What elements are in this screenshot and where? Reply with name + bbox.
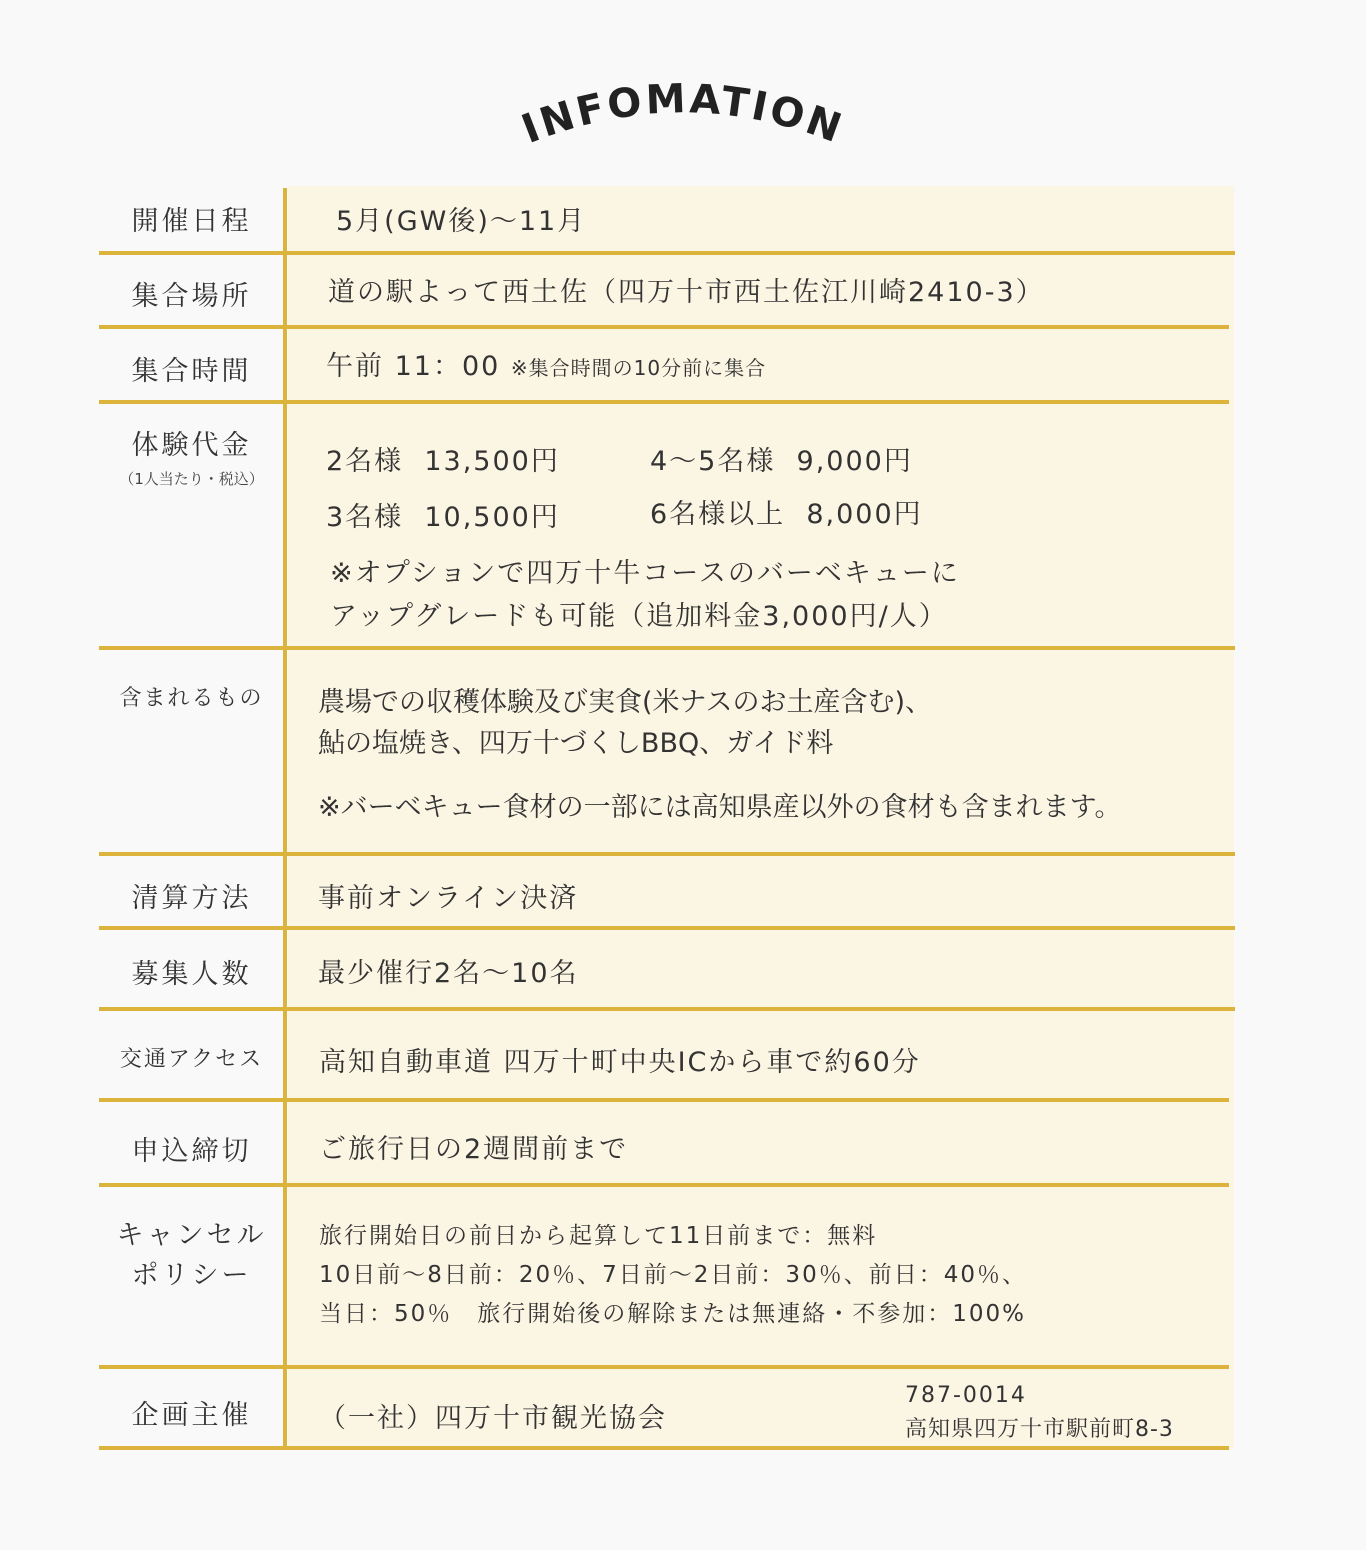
cancel-label: キャンセル [116, 1220, 267, 1251]
fee-option-note: アップグレードも可能（追加料金3,000円/人） [330, 601, 948, 632]
row-divider [99, 1183, 1229, 1187]
price-item [326, 439, 560, 478]
fee-label: 体験代金 [131, 430, 252, 461]
cancel-line: 当日：50％ 旅行開始後の解除または無連絡・不参加：100% [319, 1301, 1027, 1327]
column-divider [283, 188, 287, 1450]
price-amount: 8,000円 [806, 499, 923, 530]
meeting-place-value: 道の駅よって西土佐（四万十市西土佐江川崎2410-3） [328, 277, 1045, 308]
row-divider [99, 1446, 1229, 1450]
meeting-time: 午前 11：00 [326, 351, 501, 382]
row-divider [99, 1365, 1229, 1369]
meeting-time-label: 集合時間 [131, 356, 252, 387]
price-people: 2名様 [326, 446, 404, 477]
cancel-label: ポリシー [131, 1260, 252, 1291]
price-amount: 10,500円 [424, 502, 560, 533]
price-item [650, 492, 923, 531]
price-people: 4〜5名様 [650, 446, 776, 477]
price-people: 6名様以上 [650, 499, 786, 530]
organizer-label: 企画主催 [131, 1400, 252, 1431]
row-divider [99, 852, 1235, 856]
payment-value: 事前オンライン決済 [318, 883, 579, 914]
page-title [483, 60, 883, 170]
access-value: 高知自動車道 四万十町中央ICから車で約60分 [319, 1047, 921, 1078]
price-item [326, 495, 560, 534]
capacity-value: 最少催行2名〜10名 [318, 958, 579, 989]
price-amount: 13,500円 [424, 446, 560, 477]
organizer-value: （一社）四万十市観光協会 [319, 1403, 667, 1434]
schedule-label: 開催日程 [131, 206, 252, 237]
row-divider [99, 1007, 1235, 1011]
included-label: 含まれるもの [119, 686, 264, 711]
row-divider [99, 325, 1229, 329]
meeting-time-value [326, 344, 766, 383]
payment-label: 清算方法 [131, 883, 252, 914]
included-line: 農場での収穫体験及び実食(米ナスのお土産含む)、 [318, 687, 932, 718]
access-label: 交通アクセス [119, 1047, 264, 1072]
price-people: 3名様 [326, 502, 404, 533]
cancel-line: 10日前〜8日前：20％、7日前〜2日前：30％、前日：40％、 [319, 1262, 1027, 1288]
row-divider [99, 646, 1235, 650]
row-divider [99, 251, 1235, 255]
meeting-time-note: ※集合時間の10分前に集合 [510, 356, 767, 380]
organizer-postal: 787-0014 [905, 1383, 1027, 1408]
cancel-line: 旅行開始日の前日から起算して11日前まで：無料 [319, 1223, 878, 1249]
fee-sublabel: （1人当たり・税込） [119, 470, 264, 488]
svg-text:INFOMATION [516, 76, 850, 153]
meeting-place-label: 集合場所 [131, 281, 252, 312]
deadline-label: 申込締切 [131, 1136, 252, 1167]
price-amount: 9,000円 [796, 446, 913, 477]
schedule-value: 5月(GW後)〜11月 [336, 206, 587, 237]
page-title-text: INFOMATION [515, 75, 850, 154]
row-divider [99, 400, 1229, 404]
organizer-address: 高知県四万十市駅前町8-3 [905, 1417, 1174, 1442]
price-item [650, 439, 913, 478]
included-line: 鮎の塩焼き、四万十づくしBBQ、ガイド料 [318, 728, 834, 759]
fee-option-note: ※オプションで四万十牛コースのバーベキューに [330, 558, 960, 589]
deadline-value: ご旅行日の2週間前まで [319, 1134, 629, 1165]
row-divider [99, 1098, 1229, 1102]
included-note: ※バーベキュー食材の一部には高知県産以外の食材も含まれます。 [318, 792, 1122, 823]
capacity-label: 募集人数 [131, 959, 252, 990]
row-divider [99, 926, 1235, 930]
